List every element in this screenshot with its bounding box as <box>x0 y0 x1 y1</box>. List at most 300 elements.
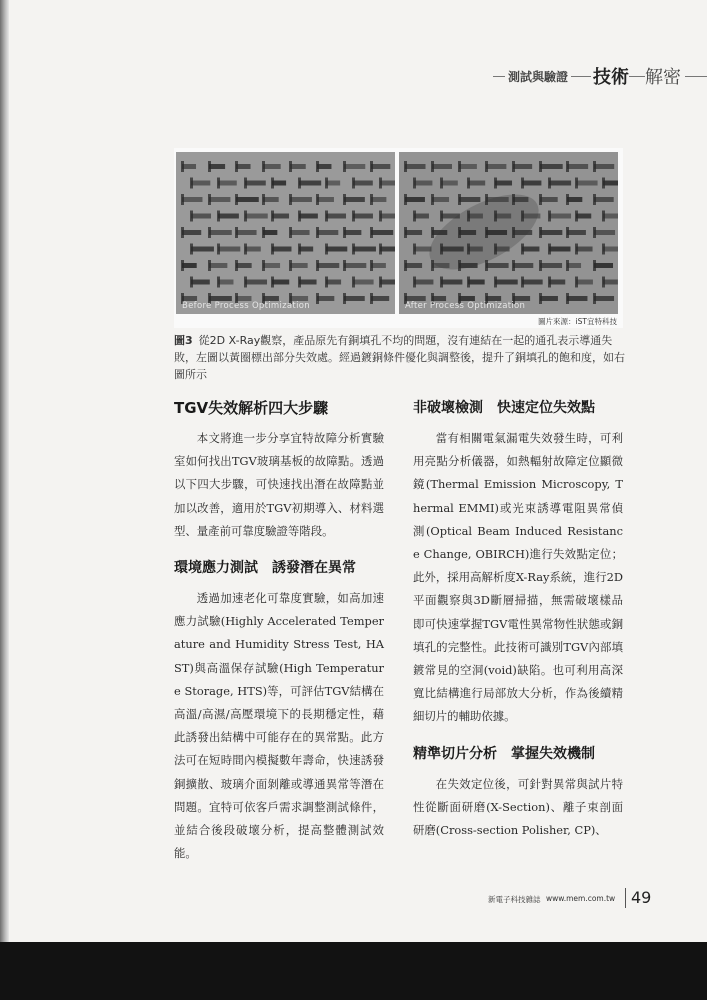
via-mark <box>245 181 266 186</box>
after-caption: After Process Optimization <box>405 301 526 311</box>
via-mark <box>182 197 202 202</box>
via-pad <box>440 244 443 255</box>
via-mark <box>344 230 361 235</box>
via-pad <box>181 161 184 172</box>
via-mark <box>191 181 210 186</box>
via-pad <box>343 293 346 304</box>
via-pad <box>244 277 247 288</box>
via-pad <box>566 293 569 304</box>
via-pad <box>593 260 596 271</box>
via-mark <box>182 263 197 268</box>
via-pad <box>208 227 211 238</box>
via-pad <box>593 194 596 205</box>
via-mark <box>272 214 289 219</box>
via-pad <box>440 178 443 189</box>
via-mark <box>317 197 334 202</box>
via-pad <box>217 244 220 255</box>
via-pad <box>431 194 434 205</box>
via-pad <box>539 161 542 172</box>
via-pad <box>602 277 605 288</box>
via-mark <box>317 296 334 301</box>
via-pad <box>458 260 461 271</box>
via-pad <box>431 260 434 271</box>
via-mark <box>567 230 586 235</box>
via-mark <box>290 164 306 169</box>
via-pad <box>602 178 605 189</box>
via-pad <box>325 178 328 189</box>
via-pad <box>262 260 265 271</box>
header-title-main: 技術 <box>591 63 629 89</box>
via-pad <box>413 211 416 222</box>
via-pad <box>190 211 193 222</box>
section4-heading: 精準切片分析 掌握失效機制 <box>413 745 595 762</box>
via-mark <box>540 164 563 169</box>
via-mark <box>317 164 331 169</box>
via-mark <box>371 296 389 301</box>
via-pad <box>316 260 319 271</box>
via-mark <box>432 230 447 235</box>
via-pad <box>316 194 319 205</box>
via-pad <box>512 227 515 238</box>
via-pad <box>521 277 524 288</box>
via-mark <box>495 280 518 285</box>
via-mark <box>522 280 543 285</box>
via-pad <box>217 178 220 189</box>
via-mark <box>299 280 317 285</box>
via-mark <box>236 230 257 235</box>
via-pad <box>485 161 488 172</box>
via-mark <box>513 164 532 169</box>
via-pad <box>181 227 184 238</box>
via-pad <box>404 161 407 172</box>
via-mark <box>344 263 366 268</box>
via-pad <box>413 277 416 288</box>
via-mark <box>209 164 225 169</box>
via-pad <box>208 161 211 172</box>
via-pad <box>539 293 542 304</box>
via-mark <box>549 280 565 285</box>
via-pad <box>235 161 238 172</box>
via-mark <box>218 214 239 219</box>
footer-divider <box>625 888 626 908</box>
via-pad <box>602 211 605 222</box>
via-pad <box>316 227 319 238</box>
via-mark <box>522 214 540 219</box>
figure-caption <box>174 332 626 383</box>
via-mark <box>441 181 458 186</box>
via-mark <box>326 214 346 219</box>
via-mark <box>414 181 432 186</box>
figure-number: 圖3 <box>174 334 193 347</box>
via-pad <box>575 244 578 255</box>
via-mark <box>459 164 477 169</box>
via-pad <box>575 211 578 222</box>
via-mark <box>326 247 347 252</box>
xray-image-before <box>176 152 395 314</box>
via-mark <box>495 214 511 219</box>
via-mark <box>414 214 429 219</box>
via-mark <box>486 230 507 235</box>
via-pad <box>298 244 301 255</box>
via-mark <box>263 230 277 235</box>
magazine-name: 新電子科技雜誌 <box>488 895 541 904</box>
via-pad <box>539 194 542 205</box>
via-pad <box>512 161 515 172</box>
via-mark <box>317 230 338 235</box>
via-pad <box>181 260 184 271</box>
via-pad <box>370 293 373 304</box>
via-mark <box>209 197 230 202</box>
via-mark <box>594 164 614 169</box>
via-pad <box>512 260 515 271</box>
via-mark <box>576 214 591 219</box>
via-mark <box>468 247 483 252</box>
via-pad <box>262 161 265 172</box>
image-credit: 圖片來源：iST宜特科技 <box>538 317 617 326</box>
via-pad <box>298 277 301 288</box>
via-pad <box>352 244 355 255</box>
via-mark <box>459 230 476 235</box>
via-mark <box>326 181 340 186</box>
xray-before-graphic <box>176 152 395 314</box>
via-mark <box>540 263 562 268</box>
via-mark <box>353 280 374 285</box>
via-pad <box>467 244 470 255</box>
via-mark <box>344 197 365 202</box>
via-pad <box>181 194 184 205</box>
via-pad <box>566 227 569 238</box>
via-pad <box>352 277 355 288</box>
via-pad <box>566 161 569 172</box>
via-mark <box>567 164 588 169</box>
via-pad <box>190 178 193 189</box>
via-mark <box>245 247 261 252</box>
via-pad <box>244 178 247 189</box>
via-mark <box>522 181 541 186</box>
via-pad <box>494 277 497 288</box>
via-mark <box>299 214 318 219</box>
via-mark <box>344 164 365 169</box>
via-mark <box>432 263 449 268</box>
via-mark <box>209 263 227 268</box>
via-mark <box>441 247 464 252</box>
via-mark <box>603 247 618 252</box>
via-mark <box>209 230 232 235</box>
via-pad <box>485 260 488 271</box>
via-mark <box>272 181 286 186</box>
via-pad <box>404 260 407 271</box>
via-pad <box>458 227 461 238</box>
via-pad <box>548 178 551 189</box>
via-pad <box>316 293 319 304</box>
via-pad <box>298 211 301 222</box>
via-mark <box>290 263 308 268</box>
header-kicker: 測試與驗證 <box>505 68 571 85</box>
via-pad <box>190 277 193 288</box>
via-pad <box>208 194 211 205</box>
via-mark <box>522 247 539 252</box>
left-column <box>174 397 384 865</box>
via-mark <box>513 197 528 202</box>
header-title-sub: 解密 <box>645 63 685 89</box>
via-mark <box>405 230 422 235</box>
via-mark <box>432 197 449 202</box>
via-mark <box>405 197 425 202</box>
via-mark <box>236 164 251 169</box>
via-mark <box>405 263 422 268</box>
via-pad <box>235 227 238 238</box>
via-mark <box>290 197 312 202</box>
via-pad <box>485 194 488 205</box>
via-mark <box>594 296 614 301</box>
via-pad <box>431 161 434 172</box>
via-mark <box>371 263 386 268</box>
via-mark <box>495 247 510 252</box>
via-mark <box>567 263 581 268</box>
via-pad <box>289 194 292 205</box>
via-pad <box>566 260 569 271</box>
via-mark <box>191 280 210 285</box>
via-mark <box>603 280 618 285</box>
via-pad <box>370 161 373 172</box>
magazine-url: www.mem.com.tw <box>546 894 616 903</box>
via-pad <box>494 244 497 255</box>
section3-heading: 非破壞檢測 快速定位失效點 <box>413 400 595 416</box>
via-mark <box>459 263 478 268</box>
via-mark <box>299 247 313 252</box>
via-mark <box>353 247 376 252</box>
via-pad <box>343 194 346 205</box>
via-pad <box>235 194 238 205</box>
via-pad <box>379 178 382 189</box>
via-mark <box>272 247 291 252</box>
via-mark <box>414 280 433 285</box>
via-mark <box>371 197 386 202</box>
section4-body: 在失效定位後，可針對異常與試片特性從斷面研磨(X-Section)、離子束剖面研磨(Cross-section Polisher, CP)、 <box>413 776 623 838</box>
via-pad <box>575 277 578 288</box>
via-pad <box>343 260 346 271</box>
via-mark <box>263 263 280 268</box>
via-mark <box>540 296 558 301</box>
via-mark <box>468 181 485 186</box>
via-mark <box>380 247 395 252</box>
via-mark <box>576 181 598 186</box>
via-mark <box>182 164 196 169</box>
via-pad <box>379 244 382 255</box>
via-mark <box>218 247 240 252</box>
via-pad <box>512 194 515 205</box>
via-pad <box>602 244 605 255</box>
via-mark <box>236 197 259 202</box>
via-pad <box>289 260 292 271</box>
via-pad <box>575 178 578 189</box>
via-pad <box>539 227 542 238</box>
section1-heading: TGV失效解析四大步驟 <box>174 399 329 417</box>
via-mark <box>468 214 483 219</box>
via-mark <box>236 263 252 268</box>
via-pad <box>593 293 596 304</box>
via-pad <box>593 227 596 238</box>
via-pad <box>521 211 524 222</box>
via-pad <box>352 211 355 222</box>
via-pad <box>593 161 596 172</box>
via-mark <box>405 164 426 169</box>
xray-after-graphic <box>399 152 618 314</box>
xray-image-after <box>399 152 618 314</box>
via-pad <box>467 277 470 288</box>
page-fold-shadow <box>0 0 9 942</box>
page-footer <box>488 886 658 908</box>
via-pad <box>440 277 443 288</box>
via-mark <box>459 197 480 202</box>
via-mark <box>353 214 373 219</box>
via-pad <box>271 244 274 255</box>
via-pad <box>244 211 247 222</box>
via-pad <box>244 244 247 255</box>
via-pad <box>271 178 274 189</box>
via-mark <box>344 296 365 301</box>
via-pad <box>217 211 220 222</box>
via-pad <box>325 211 328 222</box>
section2-heading: 環境應力測試 誘發潛在異常 <box>174 560 356 577</box>
page-number: 49 <box>631 888 652 907</box>
via-mark <box>353 181 373 186</box>
via-mark <box>432 164 452 169</box>
via-pad <box>413 244 416 255</box>
via-mark <box>549 181 571 186</box>
via-pad <box>271 211 274 222</box>
via-mark <box>549 214 571 219</box>
via-mark <box>441 214 460 219</box>
via-pad <box>298 178 301 189</box>
via-mark <box>326 280 341 285</box>
via-mark <box>594 197 614 202</box>
via-pad <box>404 194 407 205</box>
via-pad <box>325 244 328 255</box>
via-pad <box>521 178 524 189</box>
via-pad <box>271 277 274 288</box>
section-header <box>493 66 707 88</box>
via-mark <box>263 164 281 169</box>
via-mark <box>414 247 431 252</box>
via-mark <box>245 214 268 219</box>
via-pad <box>343 161 346 172</box>
via-mark <box>272 280 289 285</box>
figure-caption-text: 從2D X-Ray觀察，產品原先有銅填孔不均的問題，沒有連結在一起的通孔表示導通失敗，左圖以黃圈標出部分失效處。經過鍍銅條件優化與調整後，提升了銅填孔的飽和度，如右圖所示 <box>174 334 625 381</box>
via-mark <box>371 230 393 235</box>
via-pad <box>370 260 373 271</box>
scan-background <box>0 942 707 1000</box>
via-pad <box>539 260 542 271</box>
via-mark <box>594 263 613 268</box>
via-mark <box>468 280 485 285</box>
via-pad <box>458 161 461 172</box>
via-mark <box>486 263 509 268</box>
via-mark <box>290 230 310 235</box>
via-mark <box>317 263 339 268</box>
via-mark <box>371 164 390 169</box>
before-caption: Before Process Optimization <box>182 301 310 311</box>
via-pad <box>325 277 328 288</box>
via-pad <box>262 194 265 205</box>
via-mark <box>191 247 214 252</box>
via-mark <box>495 181 512 186</box>
via-pad <box>467 178 470 189</box>
via-mark <box>380 214 395 219</box>
via-pad <box>262 227 265 238</box>
via-mark <box>567 197 582 202</box>
via-pad <box>458 194 461 205</box>
via-mark <box>567 296 587 301</box>
via-pad <box>343 227 346 238</box>
right-column <box>413 397 623 842</box>
via-pad <box>404 227 407 238</box>
via-pad <box>431 227 434 238</box>
via-pad <box>485 227 488 238</box>
via-pad <box>548 211 551 222</box>
via-pad <box>217 277 220 288</box>
via-mark <box>603 214 618 219</box>
via-mark <box>486 164 506 169</box>
via-mark <box>245 280 267 285</box>
via-mark <box>576 280 593 285</box>
via-mark <box>380 280 395 285</box>
via-pad <box>379 277 382 288</box>
figure-3 <box>174 148 623 328</box>
via-pad <box>370 227 373 238</box>
via-mark <box>513 263 533 268</box>
via-mark <box>540 197 558 202</box>
section1-body: 本文將進一步分享宜特故障分析實驗室如何找出TGV玻璃基板的故障點。透過以下四大步驟，可快速找出潛在故障點並加以改善，適用於TGV初期導入、材料選型、量產前可靠度驗證等階段。 <box>174 431 384 538</box>
via-mark <box>380 181 395 186</box>
via-pad <box>521 244 524 255</box>
via-mark <box>603 181 618 186</box>
via-pad <box>379 211 382 222</box>
via-mark <box>441 280 462 285</box>
via-pad <box>548 277 551 288</box>
via-mark <box>486 197 509 202</box>
via-mark <box>218 181 237 186</box>
via-pad <box>352 178 355 189</box>
via-pad <box>566 194 569 205</box>
via-pad <box>235 260 238 271</box>
via-mark <box>540 230 562 235</box>
via-mark <box>218 280 233 285</box>
via-pad <box>289 161 292 172</box>
via-mark <box>263 197 279 202</box>
via-pad <box>190 244 193 255</box>
via-pad <box>289 227 292 238</box>
via-mark <box>191 214 211 219</box>
via-mark <box>549 247 570 252</box>
via-pad <box>494 211 497 222</box>
via-pad <box>440 211 443 222</box>
via-mark <box>513 230 532 235</box>
via-pad <box>548 244 551 255</box>
via-mark <box>576 247 593 252</box>
via-pad <box>316 161 319 172</box>
via-pad <box>413 178 416 189</box>
via-mark <box>299 181 321 186</box>
section3-body: 當有相關電氣漏電失效發生時，可利用亮點分析儀器，如熱輻射故障定位顯微鏡(Thermal Emission Microscopy, Thermal EMMI)或光束誘導電阻異常偵測(Optical Beam Induced Resistance Change, OBIRCH)進行失效點定位；此外，採用高解析度X-Ray系統，進行2D平面觀察與3D斷層掃描，無需破壞樣品即可快速掌握TGV電性異常物性狀態或銅填孔的完整性。此技術可識別TGV內部填鍍常見的空洞(void)缺陷。也可利用高深寬比結構進行局部放大分析，作為後續精細切片的輔助依據。 <box>413 431 623 724</box>
via-pad <box>467 211 470 222</box>
section2-body: 透過加速老化可靠度實驗，如高加速應力試驗(Highly Accelerated Temperature and Humidity Stress Test, HAST)與高溫保存試驗(High Temperature Storage, HTS)等，可評估TGV結構在高溫/高濕/高壓環境下的長期穩定性，藉此誘發出結構中可能存在的異常點。此方法可在短時間內模擬數年壽命，快速誘發銅擴散、玻璃介面剝離或導通異常等潛在問題。宜特可依客戶需求調整測試條件，並結合後段破壞分析，提高整體測試效能。 <box>174 591 384 861</box>
via-mark <box>594 230 615 235</box>
via-mark <box>182 230 201 235</box>
via-pad <box>370 194 373 205</box>
via-pad <box>494 178 497 189</box>
via-pad <box>208 260 211 271</box>
